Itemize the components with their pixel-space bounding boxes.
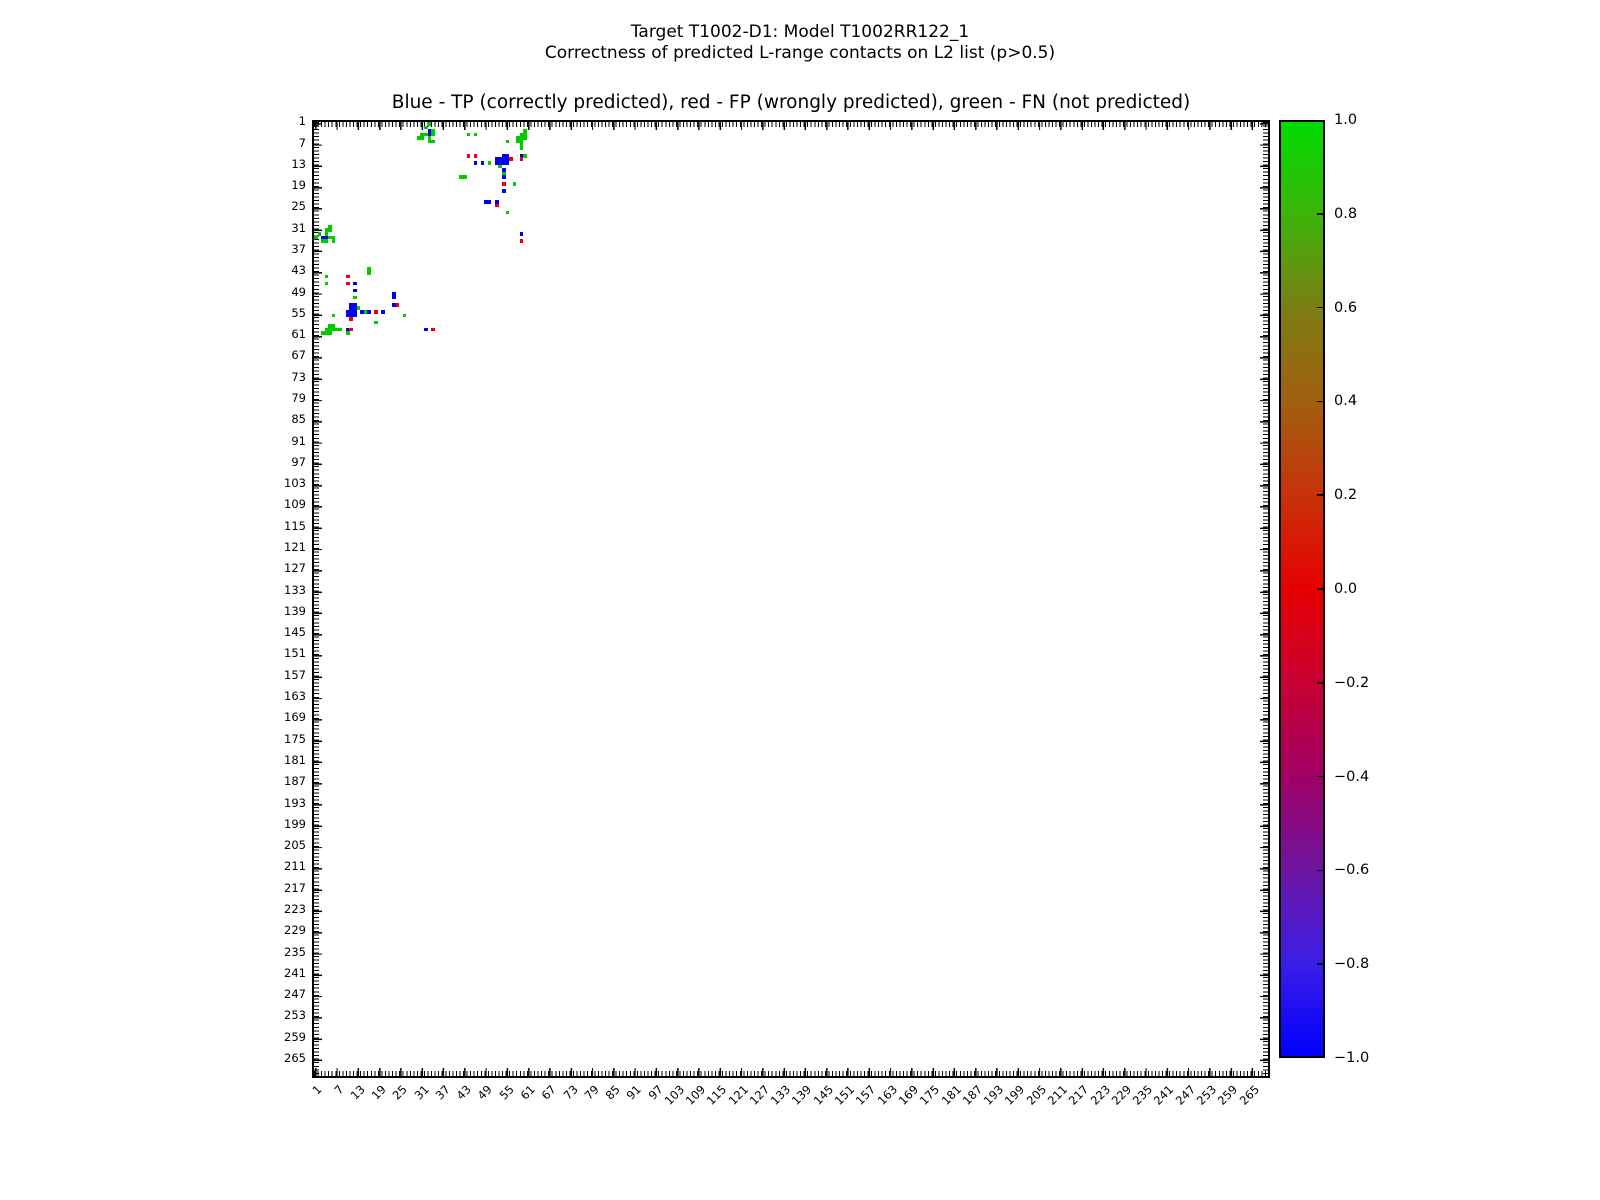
y-tick-label: 145 <box>284 625 306 640</box>
y-tick-label: 199 <box>284 816 306 831</box>
x-tick-label: 73 <box>560 1082 581 1103</box>
x-tick-label: 199 <box>1002 1082 1028 1108</box>
contact-point-fn <box>353 296 357 300</box>
contact-point-fp <box>509 157 513 161</box>
contact-point-fn <box>374 321 378 325</box>
contact-point-tp <box>474 161 478 165</box>
y-tick-label: 79 <box>291 391 306 406</box>
y-tick-label: 253 <box>284 1008 306 1023</box>
contact-point-fn <box>474 133 478 137</box>
colorbar-tick-label: −1.0 <box>1334 1050 1370 1066</box>
contact-point-fp <box>374 310 378 314</box>
x-tick-label: 1 <box>309 1082 325 1098</box>
bottom-minor-ticks <box>314 1071 1268 1076</box>
top-major-ticks <box>314 122 1268 130</box>
contact-point-fn <box>523 154 527 158</box>
y-tick-label: 265 <box>284 1050 306 1065</box>
contact-point-fn <box>488 161 492 165</box>
contact-point-tp <box>367 310 371 314</box>
contact-point-tp <box>488 200 492 204</box>
y-tick-label: 7 <box>298 135 306 150</box>
y-tick-label: 61 <box>291 327 306 342</box>
contact-point-fp <box>474 154 478 158</box>
contact-point-fn <box>463 175 467 179</box>
y-tick-label: 103 <box>284 476 306 491</box>
y-tick-label: 241 <box>284 965 306 980</box>
x-tick-label: 67 <box>538 1082 560 1103</box>
x-tick-label: 115 <box>704 1082 730 1108</box>
contact-point-fn <box>346 331 350 335</box>
x-tick-label: 133 <box>767 1082 794 1108</box>
x-tick-label: 127 <box>746 1082 773 1108</box>
y-tick-label: 13 <box>291 156 306 171</box>
colorbar-tick-mark <box>1317 494 1323 496</box>
y-tick-label: 217 <box>284 880 306 895</box>
contact-point-tp <box>353 289 357 293</box>
y-tick-label: 109 <box>284 497 306 512</box>
figure-suptitle-line2: Correctness of predicted L-range contacts on L2 list (p>0.5) <box>544 43 1056 63</box>
contact-point-fn <box>332 239 336 243</box>
contact-point-fn <box>332 314 336 318</box>
right-major-ticks <box>1260 122 1268 1076</box>
y-tick-label: 187 <box>284 774 306 789</box>
contact-point-tp <box>353 282 357 286</box>
y-tick-label: 91 <box>291 433 306 448</box>
x-tick-label: 7 <box>331 1082 347 1098</box>
contact-point-tp <box>381 310 385 314</box>
contact-point-fp <box>502 182 506 186</box>
contact-point-tp <box>353 314 357 318</box>
contact-point-fn <box>520 147 524 151</box>
contact-point-fn <box>325 239 329 243</box>
x-tick-label: 145 <box>810 1082 836 1108</box>
y-tick-label: 133 <box>284 582 306 597</box>
colorbar-tick-mark <box>1317 213 1323 215</box>
top-minor-ticks <box>314 122 1268 127</box>
x-tick-label: 91 <box>624 1082 645 1103</box>
contact-point-tp <box>481 161 485 165</box>
x-tick-label: 205 <box>1023 1082 1049 1108</box>
colorbar-tick-label: 0.6 <box>1334 299 1358 316</box>
colorbar-tick-label: 0.4 <box>1334 393 1358 410</box>
contact-point-fp <box>467 154 471 158</box>
y-tick-label: 151 <box>284 646 306 661</box>
y-tick-label: 139 <box>284 603 306 618</box>
colorbar-tick-mark <box>1317 307 1323 309</box>
contact-point-fn <box>314 236 318 240</box>
x-tick-label: 265 <box>1236 1082 1262 1108</box>
contact-point-fn <box>431 133 435 137</box>
contact-point-fp <box>349 317 353 321</box>
colorbar-tick-label: −0.4 <box>1334 768 1370 785</box>
colorbar-tick-mark <box>1317 776 1323 778</box>
x-tick-label: 13 <box>347 1082 368 1103</box>
x-tick-label: 31 <box>411 1082 432 1103</box>
y-tick-label: 19 <box>291 178 306 193</box>
x-tick-label: 247 <box>1172 1082 1198 1108</box>
bottom-major-ticks <box>314 1068 1268 1076</box>
right-minor-ticks <box>1263 122 1268 1076</box>
x-tick-label: 43 <box>453 1082 474 1103</box>
x-tick-label: 181 <box>938 1082 964 1108</box>
x-tick-label: 61 <box>517 1082 538 1103</box>
y-tick-label: 181 <box>284 752 306 767</box>
contact-point-fp <box>346 282 350 286</box>
x-tick-label: 223 <box>1087 1082 1113 1108</box>
contact-point-fn <box>513 182 517 186</box>
x-tick-label: 19 <box>368 1082 389 1103</box>
contact-point-fn <box>467 133 471 137</box>
contact-point-fn <box>428 122 432 126</box>
contact-point-fn <box>523 136 527 140</box>
x-tick-label: 103 <box>661 1082 687 1108</box>
contact-point-tp <box>506 161 510 165</box>
y-tick-label: 55 <box>291 305 306 320</box>
x-tick-label: 253 <box>1193 1082 1220 1108</box>
x-tick-label: 241 <box>1151 1082 1177 1108</box>
y-tick-label: 115 <box>284 518 306 533</box>
y-tick-label: 229 <box>284 923 306 938</box>
contact-point-fn <box>328 228 332 232</box>
x-tick-label: 151 <box>831 1082 858 1108</box>
x-tick-label: 109 <box>682 1082 709 1108</box>
contact-point-fp <box>349 328 353 332</box>
x-tick-label: 157 <box>853 1082 879 1108</box>
contact-point-tp <box>502 175 506 179</box>
x-tick-label: 229 <box>1108 1082 1134 1108</box>
colorbar-tick-mark <box>1317 401 1323 403</box>
x-tick-label: 55 <box>496 1082 517 1103</box>
colorbar-tick-label: 0.8 <box>1334 205 1358 222</box>
contact-point-fn <box>403 314 407 318</box>
colorbar-tick-label: −0.2 <box>1334 674 1370 691</box>
x-tick-label: 169 <box>895 1082 922 1108</box>
colorbar-tick-label: −0.6 <box>1334 862 1370 879</box>
contact-point-fp <box>396 303 400 307</box>
axes-title: Blue - TP (correctly predicted), red - FP (wrongly predicted), green - FN (not predicted) <box>391 92 1191 113</box>
x-tick-label: 211 <box>1044 1082 1071 1108</box>
contact-point-fp <box>520 239 524 243</box>
contact-point-fn <box>339 328 343 332</box>
y-tick-label: 25 <box>291 199 306 214</box>
x-tick-label: 139 <box>789 1082 815 1108</box>
colorbar-tick-mark <box>1317 682 1323 684</box>
contact-point-fp <box>431 328 435 332</box>
y-tick-label: 67 <box>291 348 306 363</box>
y-tick-label: 49 <box>291 284 306 299</box>
contact-point-fn <box>328 331 332 335</box>
contact-point-tp <box>428 133 432 137</box>
contact-point-tp <box>392 296 396 300</box>
contact-point-fp <box>346 275 350 279</box>
y-tick-label: 85 <box>291 412 306 427</box>
y-tick-label: 223 <box>284 901 306 916</box>
colorbar-tick-label: 1.0 <box>1334 112 1358 128</box>
colorbar-tick-mark <box>1317 588 1323 590</box>
x-tick-label: 259 <box>1214 1082 1241 1108</box>
x-tick-label: 163 <box>874 1082 900 1108</box>
y-tick-label: 157 <box>284 667 306 682</box>
x-tick-label: 235 <box>1129 1082 1156 1108</box>
y-tick-label: 205 <box>284 838 306 853</box>
y-tick-label: 43 <box>291 263 306 278</box>
contact-point-fn <box>367 271 371 275</box>
y-tick-label: 211 <box>284 859 306 874</box>
contact-point-fn <box>325 275 329 279</box>
y-tick-label: 121 <box>284 540 306 555</box>
contact-point-fn <box>431 140 435 144</box>
x-tick-label: 37 <box>432 1082 453 1103</box>
y-tick-label: 247 <box>284 987 306 1002</box>
figure-suptitle-line1: Target T1002-D1: Model T1002RR122_1 <box>630 22 970 42</box>
y-tick-label: 1 <box>298 114 306 129</box>
contact-point-fp <box>495 204 499 208</box>
y-tick-label: 175 <box>284 731 306 746</box>
colorbar-tick-mark <box>1317 870 1323 872</box>
y-tick-label: 163 <box>284 689 306 704</box>
y-tick-label: 31 <box>291 220 306 235</box>
contact-point-fn <box>325 282 329 286</box>
contact-point-fp <box>520 157 524 161</box>
x-tick-label: 187 <box>959 1082 985 1108</box>
contact-map-plot-area <box>312 120 1270 1078</box>
colorbar-tick-label: −0.8 <box>1334 956 1370 973</box>
y-tick-label: 37 <box>291 242 306 256</box>
x-tick-label: 193 <box>980 1082 1007 1108</box>
colorbar-tick-label: 0.0 <box>1334 581 1358 597</box>
x-tick-label: 175 <box>916 1082 943 1108</box>
y-tick-label: 193 <box>284 795 306 810</box>
x-tick-label: 49 <box>475 1082 496 1103</box>
left-major-ticks <box>314 122 322 1076</box>
y-tick-label: 259 <box>284 1029 306 1044</box>
contact-point-fn <box>506 140 510 144</box>
x-tick-label: 217 <box>1065 1082 1092 1108</box>
contact-point-tp <box>424 328 428 332</box>
contact-point-tp <box>502 189 506 193</box>
y-tick-label: 169 <box>284 710 306 725</box>
x-tick-label: 121 <box>725 1082 751 1108</box>
x-tick-label: 97 <box>645 1082 666 1103</box>
y-tick-label: 127 <box>284 561 306 576</box>
y-tick-label: 73 <box>291 369 306 384</box>
x-tick-label: 25 <box>389 1082 411 1103</box>
contact-point-tp <box>520 232 524 236</box>
y-tick-label: 97 <box>291 454 306 469</box>
x-tick-label: 85 <box>602 1082 624 1103</box>
contact-point-fn <box>420 136 424 140</box>
colorbar-tick-label: 0.2 <box>1334 487 1358 504</box>
contact-point-tp <box>325 236 329 240</box>
y-tick-label: 235 <box>284 944 306 959</box>
colorbar-tick-mark <box>1317 963 1323 965</box>
contact-point-fn <box>506 211 510 215</box>
x-tick-label: 79 <box>581 1082 602 1103</box>
left-minor-ticks <box>314 122 319 1076</box>
